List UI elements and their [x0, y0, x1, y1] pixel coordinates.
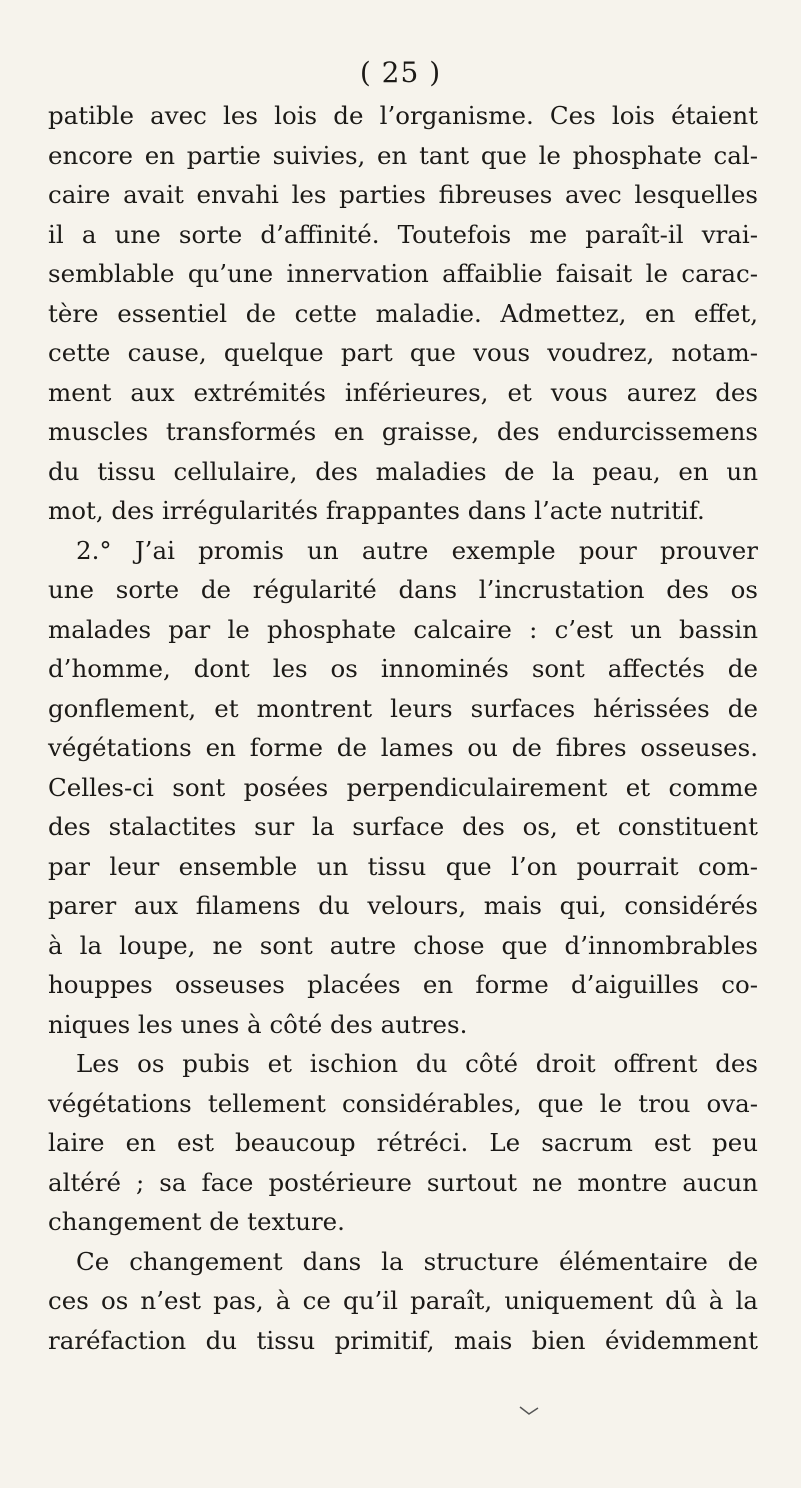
text-line: du tissu cellulaire, des maladies de la peau, en un — [48, 456, 758, 486]
text-line: parer aux filamens du velours, mais qui, considérés — [48, 891, 758, 920]
text-line: patible avec les lois de l’organisme. Ces lois étaient — [48, 101, 758, 130]
text-line: niques les unes à côté des autres. — [48, 1009, 468, 1039]
text-line: 2.° J’ai promis un autre exemple pour prouver — [76, 535, 758, 565]
text-line: végétations en forme de lames ou de fibres osseuses. — [48, 733, 758, 762]
text-line: caire avait envahi les parties fibreuses avec lesquelles — [48, 180, 758, 209]
text-line: Les os pubis et ischion du côté droit offrent des — [76, 1049, 758, 1078]
text-line: tère essentiel de cette maladie. Admettez, en effet, — [48, 298, 758, 328]
text-line: laire en est beaucoup rétréci. Le sacrum est peu — [48, 1128, 758, 1157]
text-line: malades par le phosphate calcaire : c’est un bassin — [48, 614, 758, 644]
text-line: d’homme, dont les os innominés sont affectés de — [48, 654, 758, 683]
body-text — [48, 96, 758, 1360]
text-line: ment aux extrémités inférieures, et vous aurez des — [48, 377, 758, 407]
page-number: ( 25 ) — [359, 56, 442, 89]
text-line: semblable qu’une innervation affaiblie faisait le carac- — [48, 259, 758, 288]
text-line: changement de texture. — [48, 1207, 345, 1236]
text-line: végétations tellement considérables, que le trou ova- — [48, 1088, 758, 1118]
text-line: altéré ; sa face postérieure surtout ne montre aucun — [48, 1167, 758, 1197]
text-line: Ce changement dans la structure élémentaire de — [76, 1246, 758, 1276]
text-line: Celles-ci sont posées perpendiculairement et comme — [48, 772, 758, 802]
text-line: ces os n’est pas, à ce qu’il paraît, uniquement dû à la — [48, 1286, 758, 1315]
text-line: muscles transformés en graisse, des endurcissemens — [48, 417, 758, 446]
text-line: houppes osseuses placées en forme d’aiguilles co- — [48, 970, 758, 999]
text-line: raréfaction du tissu primitif, mais bien évidemment — [48, 1325, 758, 1355]
text-line: il a une sorte d’affinité. Toutefois me paraît-il vrai- — [48, 219, 758, 249]
text-line: à la loupe, ne sont autre chose que d’innombrables — [48, 930, 758, 960]
catchword-mark — [518, 1404, 540, 1418]
text-line: par leur ensemble un tissu que l’on pourrait com- — [48, 851, 758, 881]
text-line: une sorte de régularité dans l’incrustation des os — [48, 575, 758, 604]
text-line: des stalactites sur la surface des os, et constituent — [48, 812, 758, 841]
text-line: encore en partie suivies, en tant que le phosphate cal- — [48, 140, 758, 170]
text-line: mot, des irrégularités frappantes dans l’acte nutritif. — [48, 496, 705, 525]
text-line: cette cause, quelque part que vous voudrez, notam- — [48, 338, 758, 367]
text-line: gonflement, et montrent leurs surfaces hérissées de — [48, 693, 758, 723]
